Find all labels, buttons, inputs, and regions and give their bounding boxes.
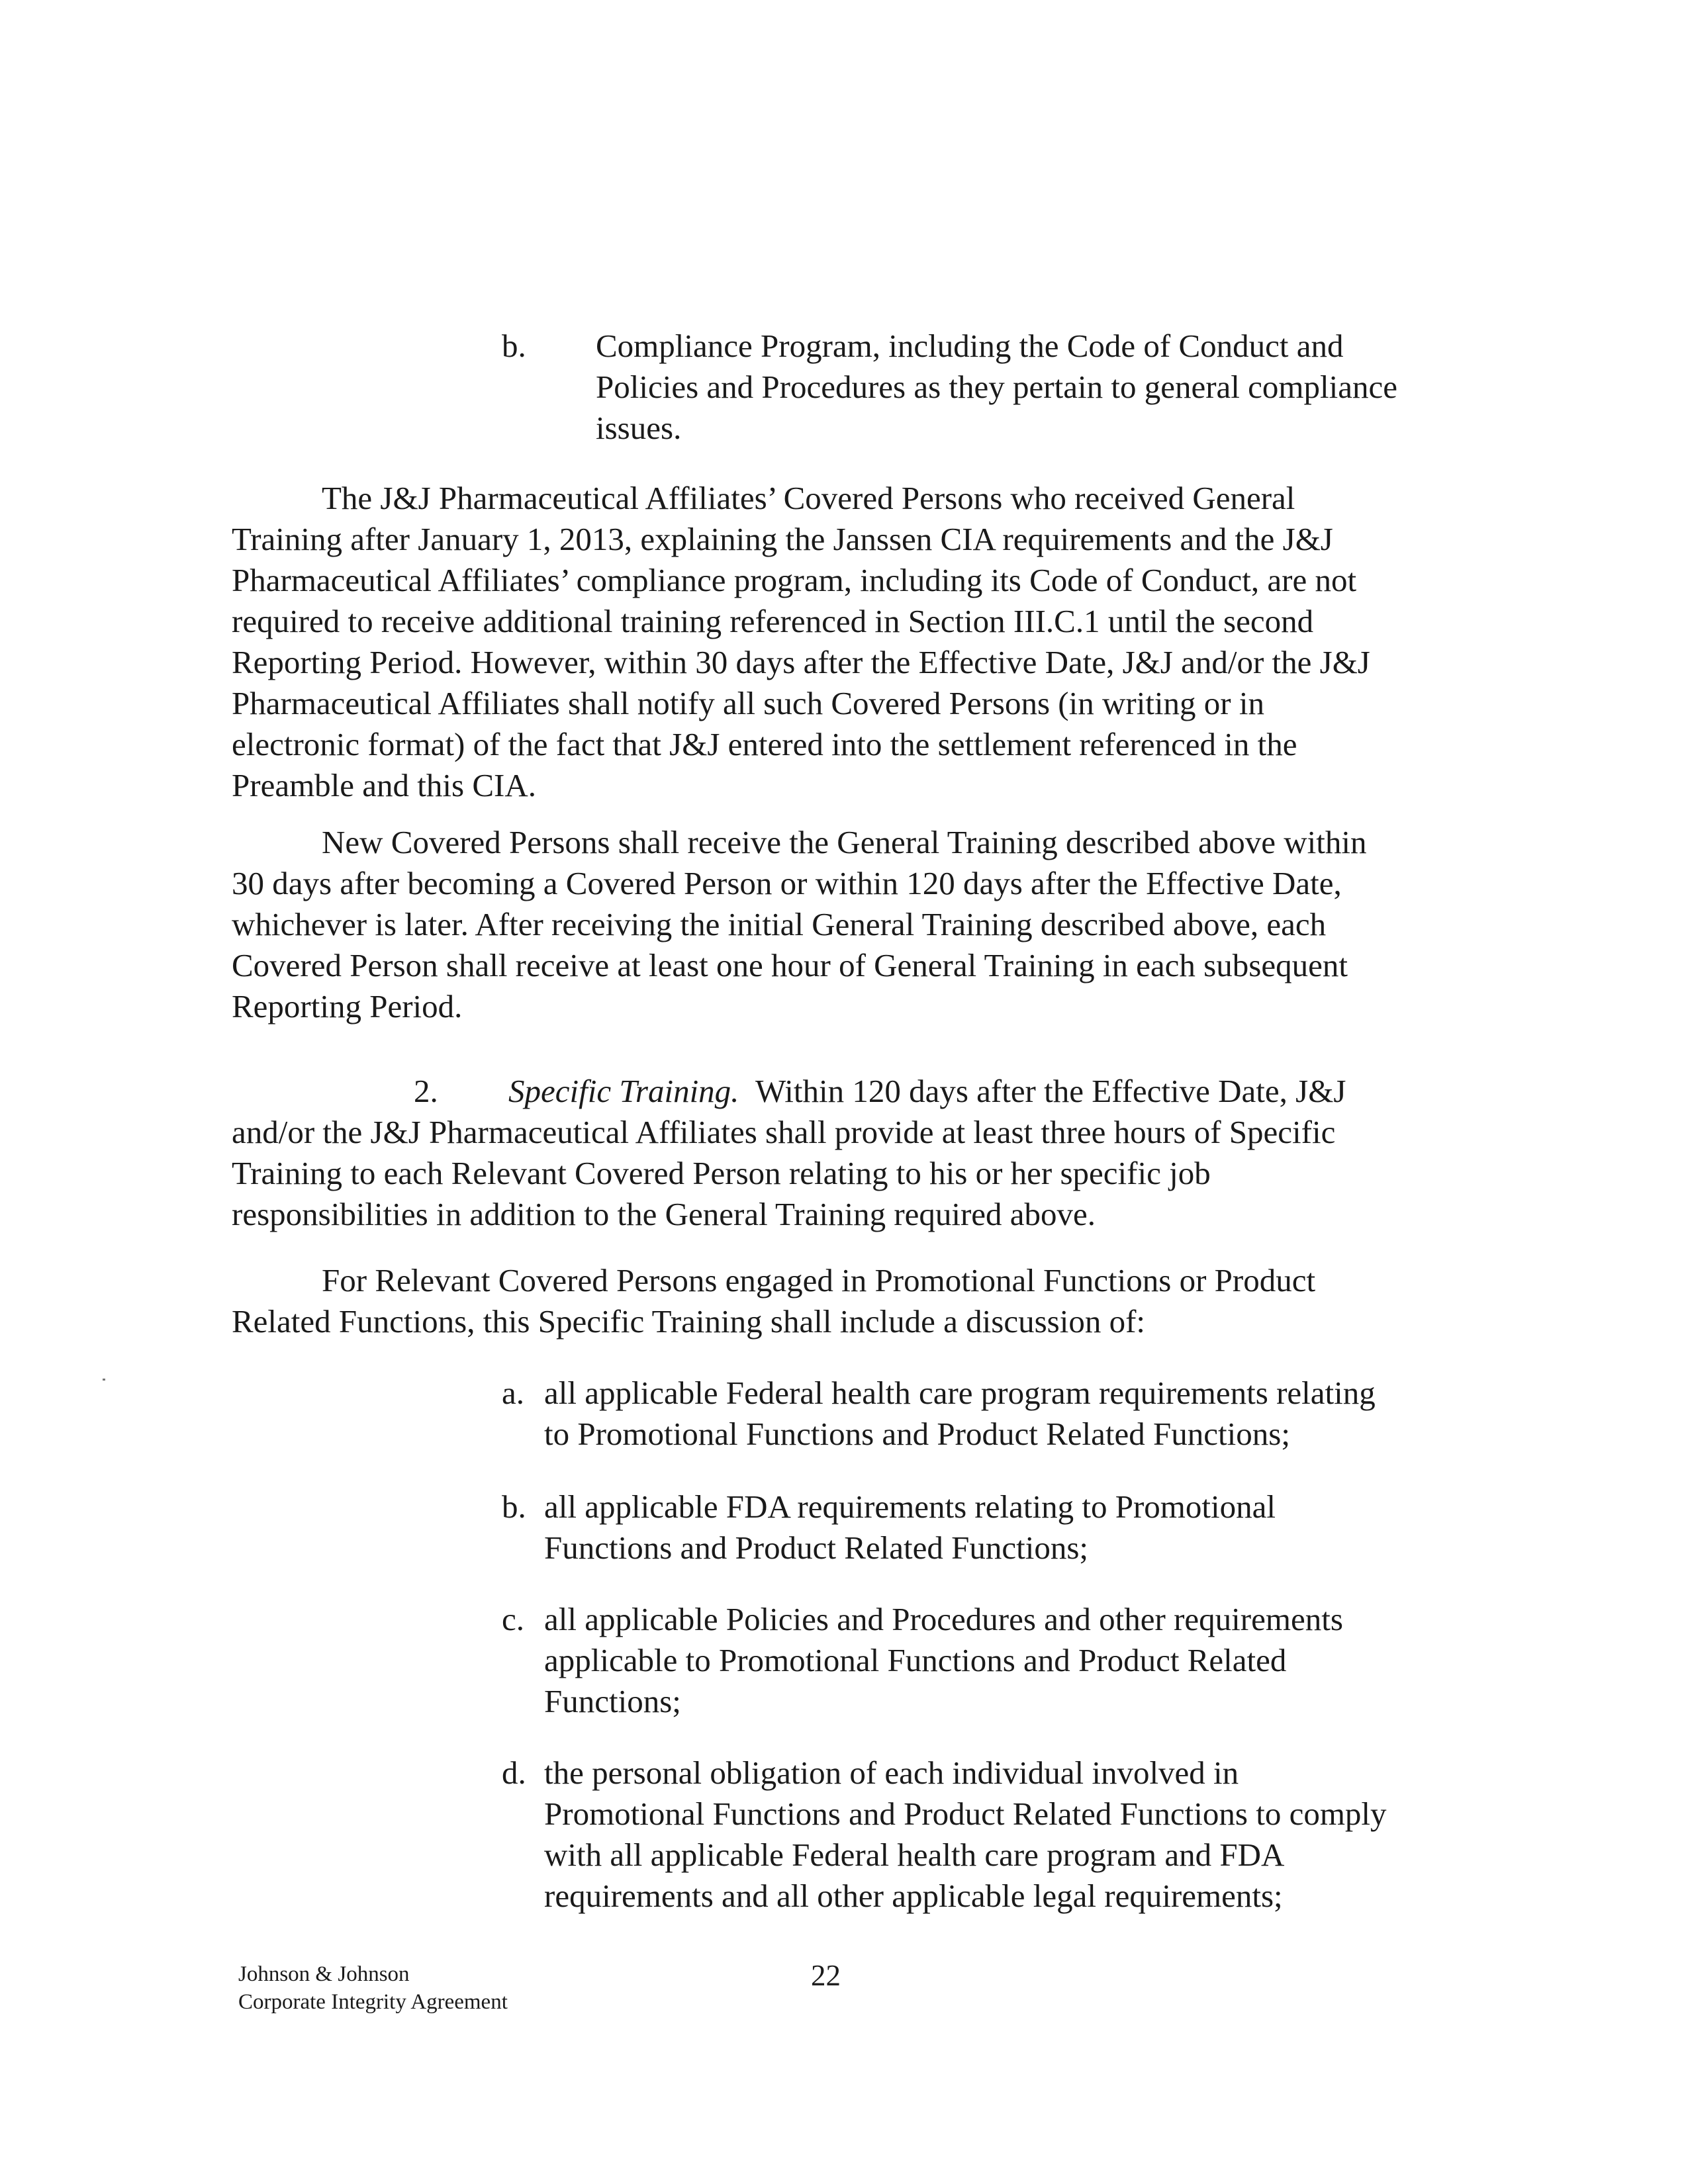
text-line: Functions and Product Related Functions; (544, 1529, 1089, 1566)
text-line: Pharmaceutical Affiliates shall notify all such Covered Persons (in writing or in (232, 685, 1264, 721)
text-line: Pharmaceutical Affiliates’ compliance program, including its Code of Conduct, are not (232, 562, 1357, 598)
scan-speck (103, 1379, 105, 1381)
text-line: required to receive additional training referenced in Section III.C.1 until the second (232, 603, 1314, 639)
text-line: Training after January 1, 2013, explaining the Janssen CIA requirements and the J&J (232, 521, 1333, 557)
text-line: Preamble and this CIA. (232, 767, 536, 803)
text-line: Functions; (544, 1683, 681, 1719)
text-line: For Relevant Covered Persons engaged in Promotional Functions or Product (322, 1262, 1316, 1298)
text-line: Covered Person shall receive at least one hour of General Training in each subsequent (232, 947, 1348, 983)
paragraph-relevant-covered-persons (232, 1260, 1489, 1342)
list-marker: b. (502, 1488, 526, 1525)
text-span: Within 120 days after the Effective Date, J&J (755, 1073, 1346, 1109)
text-line: responsibilities in addition to the General Training required above. (232, 1196, 1096, 1232)
text-line: The J&J Pharmaceutical Affiliates’ Covered Persons who received General (322, 480, 1295, 516)
footer-company: Johnson & Johnson (238, 1962, 410, 1986)
list-marker: a. (502, 1375, 524, 1411)
text-line: Reporting Period. However, within 30 days after the Effective Date, J&J and/or the J&J (232, 644, 1370, 680)
list-marker: b. (502, 328, 526, 364)
footer (238, 1960, 508, 2016)
page-number: 22 (811, 1959, 841, 1992)
list-marker: c. (502, 1601, 524, 1637)
text-line: whichever is later. After receiving the initial General Training described above, each (232, 906, 1327, 942)
text-line: Compliance Program, including the Code of Conduct and (596, 328, 1344, 364)
text-line: to Promotional Functions and Product Related Functions; (544, 1416, 1290, 1452)
list-marker: d. (502, 1754, 526, 1791)
paragraph-general-training (232, 478, 1489, 806)
text-line: electronic format) of the fact that J&J entered into the settlement referenced in the (232, 726, 1297, 762)
text-line: 30 days after becoming a Covered Person or within 120 days after the Effective Date, (232, 865, 1342, 901)
text-line: and/or the J&J Pharmaceutical Affiliates shall provide at least three hours of Specific (232, 1114, 1336, 1150)
section-number: 2. (414, 1073, 438, 1109)
text-line: all applicable Policies and Procedures and other requirements (544, 1601, 1343, 1637)
text-line: the personal obligation of each individual involved in (544, 1754, 1239, 1791)
text-line: Reporting Period. (232, 988, 463, 1024)
text-line: Training to each Relevant Covered Person relating to his or her specific job (232, 1155, 1211, 1191)
section-heading: Specific Training. (508, 1073, 739, 1109)
text-line: Promotional Functions and Product Related Functions to comply (544, 1796, 1387, 1832)
text-line: issues. (596, 410, 682, 446)
footer-document-title: Corporate Integrity Agreement (238, 1990, 508, 2014)
text-line: applicable to Promotional Functions and Product Related (544, 1642, 1287, 1678)
text-line: Policies and Procedures as they pertain to general compliance (596, 369, 1397, 405)
text-line: all applicable Federal health care program requirements relating (544, 1375, 1376, 1411)
paragraph-specific-training (232, 1071, 1489, 1235)
paragraph-new-covered-persons (232, 822, 1489, 1027)
first-line (508, 1071, 1346, 1112)
text-line: requirements and all other applicable legal requirements; (544, 1878, 1283, 1914)
text-line (232, 1071, 1489, 1112)
text-line: Related Functions, this Specific Training shall include a discussion of: (232, 1303, 1146, 1340)
text-line: with all applicable Federal health care program and FDA (544, 1837, 1285, 1873)
text-line: all applicable FDA requirements relating to Promotional (544, 1488, 1276, 1525)
text-line: New Covered Persons shall receive the General Training described above within (322, 824, 1367, 860)
